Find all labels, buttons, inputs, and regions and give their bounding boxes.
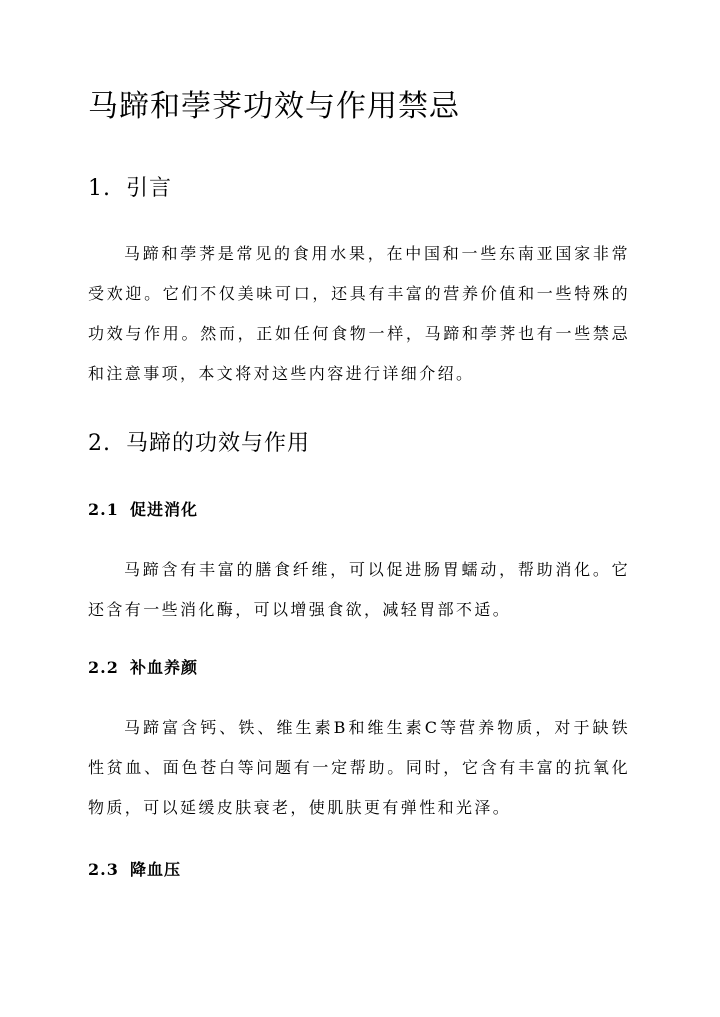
section-heading-intro	[88, 174, 172, 204]
subsection-number: 2.2	[88, 658, 119, 677]
section-title: 引言	[126, 176, 173, 201]
digestion-paragraph: 马蹄含有丰富的膳食纤维，可以促进肠胃蠕动，帮助消化。它还含有一些消化酶，可以增强食欲，减轻胃部不适。	[88, 560, 630, 619]
section-number: 1.	[88, 176, 111, 201]
section-heading-benefits	[88, 429, 310, 459]
subsection-heading-blood-pressure	[88, 858, 181, 882]
subsection-title: 补血养颜	[130, 658, 199, 677]
subsection-number: 2.1	[88, 500, 119, 519]
document-title: 马蹄和荸荠功效与作用禁忌	[88, 89, 460, 124]
section-title: 马蹄的功效与作用	[126, 431, 311, 456]
subsection-heading-digestion	[88, 498, 198, 522]
intro-paragraph: 马蹄和荸荠是常见的食用水果，在中国和一些东南亚国家非常受欢迎。它们不仅美味可口，还具有丰富的营养价值和一些特殊的功效与作用。然而，正如任何食物一样，马蹄和荸荠也有一些禁忌和注意事项，本文将对这些内容进行详细介绍。	[88, 244, 630, 383]
blood-paragraph: 马蹄富含钙、铁、维生素B和维生素C等营养物质，对于缺铁性贫血、面色苍白等问题有一定帮助。同时，它含有丰富的抗氧化物质，可以延缓皮肤衰老，使肌肤更有弹性和光泽。	[88, 718, 630, 817]
subsection-heading-blood	[88, 656, 198, 680]
section-number: 2.	[88, 431, 111, 456]
subsection-title: 促进消化	[130, 500, 199, 519]
subsection-title: 降血压	[130, 860, 182, 879]
subsection-number: 2.3	[88, 860, 119, 879]
